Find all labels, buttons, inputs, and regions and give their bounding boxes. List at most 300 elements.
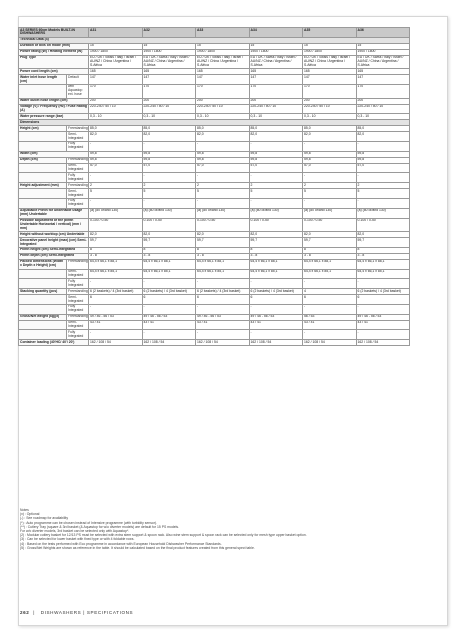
table-cell: 59,7 bbox=[356, 238, 410, 248]
row-sublabel: Fully Integrated bbox=[67, 198, 89, 208]
row-sublabel: Freestanding bbox=[68, 288, 88, 293]
table-cell: 82,0 bbox=[303, 232, 357, 238]
table-cell: 15 bbox=[196, 43, 250, 49]
table-cell: 220-240 / 50 / 10 bbox=[303, 104, 357, 114]
table-cell: 162 / 108 / 54 bbox=[142, 340, 196, 346]
table-cell: 82,0 bbox=[249, 232, 303, 238]
table-cell: 3 - 8 bbox=[303, 253, 357, 259]
table-cell: 59,7 bbox=[249, 238, 303, 248]
table-cell: - bbox=[142, 330, 196, 340]
table-cell: 4 bbox=[303, 289, 357, 295]
table-cell: 43 / 41 bbox=[249, 320, 303, 330]
table-cell: 82,0 bbox=[303, 132, 357, 142]
table-cell: 85,0 bbox=[142, 126, 196, 132]
table-cell: 165 bbox=[196, 69, 250, 75]
table-cell: 82,0 bbox=[142, 132, 196, 142]
table-cell: 0,3 - 10 bbox=[249, 114, 303, 120]
table-cell: 43 / 41 bbox=[303, 320, 357, 330]
table-cell: 8 bbox=[356, 247, 410, 253]
table-cell: 0-100 / 0-50 bbox=[303, 218, 357, 232]
table-cell: 64,4 x 66,1 x 88,1 bbox=[249, 259, 303, 269]
table-cell: 2 bbox=[196, 183, 250, 189]
table-cell: 0,3 - 10 bbox=[356, 114, 410, 120]
table-cell: 57,0 bbox=[196, 163, 250, 173]
note-line: (x) : Optional bbox=[20, 512, 40, 517]
table-cell: - bbox=[196, 141, 250, 151]
table-cell: EU / UK / Swiss / Italy / Israel / AU/NZ / China / Argentina / S.Africa bbox=[89, 55, 143, 69]
row-label: Container loading (40'HC/ 40'/ 20') bbox=[19, 340, 89, 346]
table-cell: EU / UK / Swiss / Italy / Israel / AU/NZ / China / Argentina / S.Africa bbox=[303, 55, 357, 69]
col-header: A35 bbox=[303, 28, 357, 38]
table-cell: 0,3 - 10 bbox=[303, 114, 357, 120]
table-cell: 147 bbox=[303, 75, 357, 85]
table-cell: 59,8 bbox=[356, 157, 410, 163]
table-cell: - bbox=[196, 330, 250, 340]
table-cell: 15 bbox=[356, 43, 410, 49]
table-cell: - bbox=[249, 198, 303, 208]
row-label: Height (cm) bbox=[19, 126, 67, 132]
table-cell: - bbox=[89, 330, 143, 340]
table-cell: 8 bbox=[249, 247, 303, 253]
table-row bbox=[19, 340, 410, 346]
table-cell: 82,0 bbox=[356, 232, 410, 238]
table-cell: - bbox=[303, 304, 357, 314]
table-cell: 59,8 bbox=[196, 157, 250, 163]
table-cell: - bbox=[142, 141, 196, 151]
table-cell: 57,0 bbox=[356, 163, 410, 173]
table-cell: 3 - 8 bbox=[196, 253, 250, 259]
table-title: A3 SERIES 60cm Models BUILT-IN DISHWASHERS bbox=[19, 28, 89, 38]
table-cell: 59,8 bbox=[303, 157, 357, 163]
row-sublabel: Fully Integrated bbox=[67, 141, 89, 151]
table-row bbox=[19, 132, 410, 142]
table-cell: 85,0 bbox=[356, 126, 410, 132]
footer-section: DISHWASHERS | SPECIFICATIONS bbox=[40, 610, 134, 615]
table-cell: 147 bbox=[356, 75, 410, 85]
table-cell: 147 bbox=[89, 75, 143, 85]
row-label: Duration of bills on mode (min) bbox=[19, 43, 89, 49]
table-cell: 15 bbox=[303, 43, 357, 49]
row-label: Water pressure range (bar) bbox=[19, 114, 89, 120]
table-cell: 165 bbox=[303, 69, 357, 75]
row-label bbox=[19, 132, 67, 142]
row-label bbox=[19, 141, 67, 151]
table-cell: 49 / 46 - 56 / 53 bbox=[142, 314, 196, 320]
row-label: Height adjustment (mm) bbox=[19, 183, 67, 189]
table-cell: EU / UK / Swiss / Italy / Israel / AU/NZ / China / Argentina / S.Africa bbox=[356, 55, 410, 69]
table-cell: 6 (2 baskets) / 4 (3rd basket) bbox=[249, 289, 303, 295]
row-sublabel: Semi-Integrated bbox=[67, 189, 89, 199]
table-cell: 3 - 8 bbox=[356, 253, 410, 259]
row-sublabel: Freestanding bbox=[68, 182, 88, 187]
note-line: (2) : Modular cutlery basket for 12/13 PS must be selected with extra stem support & spoon rack. Also wine stem support & spoon rack can be selected only for mesh type upper basket option. bbox=[20, 533, 307, 538]
table-cell: (a) (80 or/and 130) bbox=[356, 208, 410, 218]
table-cell: 43 / 41 bbox=[356, 320, 410, 330]
table-cell: 64,4 x 66,1 x 85,1 bbox=[89, 269, 143, 279]
table-cell: 2 bbox=[89, 183, 143, 189]
section-label: Dimensions bbox=[19, 120, 410, 126]
table-row bbox=[19, 84, 410, 98]
table-cell: (a) (80 or/and 130) bbox=[303, 208, 357, 218]
table-cell: 1900 / 1800 bbox=[142, 49, 196, 55]
table-cell: 64,4 x 66,1 x 88,1 bbox=[356, 259, 410, 269]
table-cell: 59,8 bbox=[89, 151, 143, 157]
table-cell: 6 (2 baskets) / 4 (3rd basket) bbox=[142, 289, 196, 295]
table-row bbox=[19, 218, 410, 232]
row-label: Depth (cm) bbox=[19, 157, 67, 163]
table-cell: 64,4 x 66,1 x 85,1 bbox=[303, 269, 357, 279]
table-cell: 82,0 bbox=[196, 232, 250, 238]
table-cell: 49 / 46 - 56 / 53 bbox=[249, 314, 303, 320]
table-row bbox=[19, 163, 410, 173]
table-cell: 170 bbox=[142, 84, 196, 98]
table-cell: - bbox=[89, 173, 143, 183]
table-cell: (a) (80 or/and 130) bbox=[89, 208, 143, 218]
table-cell: 2 bbox=[356, 183, 410, 189]
table-cell: 57,0 bbox=[142, 163, 196, 173]
table-cell: 64,4 x 66,1 x 88,1 bbox=[142, 259, 196, 269]
table-cell: 162 / 108 / 54 bbox=[249, 340, 303, 346]
table-cell: - bbox=[89, 304, 143, 314]
table-cell: 3 - 8 bbox=[142, 253, 196, 259]
table-cell: 0-100 / 0-50 bbox=[89, 218, 143, 232]
table-cell: (a) (80 or/and 130) bbox=[196, 208, 250, 218]
table-cell: - bbox=[303, 198, 357, 208]
table-cell: 59,7 bbox=[196, 238, 250, 248]
table-cell: 1900 / 1800 bbox=[89, 49, 143, 55]
table-cell: 165 bbox=[142, 69, 196, 75]
row-label: Plinth height (cm) Semi-Integrated bbox=[19, 247, 89, 253]
table-cell: 1900 / 1800 bbox=[249, 49, 303, 55]
table-cell: 49 / 46 - 56 / 53 bbox=[356, 314, 410, 320]
row-label: Possible adjustment of the plinth Undertable Horizontal / vertical) (mm / mm) bbox=[19, 218, 89, 232]
table-cell: 6 bbox=[196, 295, 250, 305]
note-line: For w/o diverter models, 3rd basket can be selected only with Aquastop*. bbox=[20, 529, 130, 534]
row-label: Plug Type bbox=[19, 55, 89, 69]
table-cell: 15 bbox=[249, 43, 303, 49]
table-cell: 64,4 x 66,1 x 88,1 bbox=[89, 259, 143, 269]
table-row bbox=[19, 279, 410, 289]
table-row bbox=[19, 189, 410, 199]
table-cell: 59,8 bbox=[303, 151, 357, 157]
row-label: Water inlet hose length (cm) bbox=[19, 75, 67, 85]
table-cell: 5 bbox=[142, 189, 196, 199]
table-cell: 200 bbox=[89, 98, 143, 104]
table-cell: 170 bbox=[356, 84, 410, 98]
page-footer: 262 | DISHWASHERS | SPECIFICATIONS bbox=[20, 610, 134, 615]
table-cell: - bbox=[249, 141, 303, 151]
table-cell: - bbox=[196, 279, 250, 289]
table-cell: - bbox=[303, 141, 357, 151]
note-line: (5) : Gross/Net Weights are shown as reference in the table. It should be calculated based on the final product features created from this general spect table. bbox=[20, 545, 255, 550]
row-label bbox=[19, 189, 67, 199]
table-cell: 5 bbox=[196, 189, 250, 199]
row-label bbox=[19, 173, 67, 183]
row-label bbox=[19, 279, 67, 289]
table-cell: 59,8 bbox=[142, 157, 196, 163]
table-cell: 82,0 bbox=[89, 132, 143, 142]
table-cell: 162 / 108 / 54 bbox=[303, 340, 357, 346]
row-label: Power cord length (cm) bbox=[19, 69, 89, 75]
table-cell: 1900 / 1800 bbox=[303, 49, 357, 55]
table-cell: - bbox=[89, 198, 143, 208]
table-cell: 6 (2 baskets) / 4 (3rd basket) bbox=[89, 289, 143, 295]
row-label bbox=[19, 330, 67, 340]
table-cell: - bbox=[249, 330, 303, 340]
table-row bbox=[19, 269, 410, 279]
table-cell: - bbox=[356, 141, 410, 151]
row-label: Plinth depth (cm) Semi-Integrated bbox=[19, 253, 89, 259]
table-cell: 82,0 bbox=[89, 232, 143, 238]
table-row bbox=[19, 104, 410, 114]
notes-title: Notes bbox=[20, 508, 29, 512]
table-cell: 6 bbox=[303, 295, 357, 305]
table-cell: (a) (80 or/and 130) bbox=[249, 208, 303, 218]
col-header: A33 bbox=[196, 28, 250, 38]
table-cell: - bbox=[303, 173, 357, 183]
table-cell: EU / UK / Swiss / Italy / Israel / AU/NZ / China / Argentina / S.Africa bbox=[142, 55, 196, 69]
table-cell: 43 / 41 bbox=[196, 320, 250, 330]
table-cell: 220-240 / 50 / 10 bbox=[142, 104, 196, 114]
table-cell: 220-240 / 50 / 10 bbox=[356, 104, 410, 114]
row-label: Voltage (V) / Frequency (Hz) / Fuse Rating (A) bbox=[20, 104, 88, 112]
table-cell: 57,0 bbox=[89, 163, 143, 173]
table-cell: 64,4 x 66,1 x 85,1 bbox=[142, 269, 196, 279]
table-row bbox=[19, 330, 410, 340]
table-cell: 59,8 bbox=[249, 157, 303, 163]
row-label: Width (cm) bbox=[19, 151, 89, 157]
table-cell: 64,4 x 66,1 x 85,1 bbox=[196, 269, 250, 279]
table-cell: 6 (2 baskets) / 4 (3rd basket) bbox=[356, 289, 410, 295]
table-cell: 64,4 x 66,1 x 85,1 bbox=[356, 269, 410, 279]
table-cell: 147 bbox=[142, 75, 196, 85]
table-body bbox=[19, 37, 410, 345]
table-cell: 0,3 - 10 bbox=[89, 114, 143, 120]
section-label: Technical Data (4) bbox=[19, 37, 410, 43]
row-label: Adjustable Plinth for undertable usage (mm) Undertable bbox=[19, 208, 89, 218]
table-cell: 0-100 / 0-50 bbox=[356, 218, 410, 232]
table-cell: 200 bbox=[356, 98, 410, 104]
table-cell: 200 bbox=[303, 98, 357, 104]
table-cell: 220-240 / 50 / 10 bbox=[89, 104, 143, 114]
table-cell: 165 bbox=[356, 69, 410, 75]
table-cell: 220-240 / 50 / 10 bbox=[249, 104, 303, 114]
row-label: Height without worktop (cm) Undertable bbox=[19, 232, 89, 238]
table-cell: 85,0 bbox=[89, 126, 143, 132]
col-header: A36 bbox=[356, 28, 410, 38]
row-label bbox=[19, 304, 67, 314]
table-cell: 59,7 bbox=[303, 238, 357, 248]
row-label: Decorative panel height (max) (cm) Semi-Integrated bbox=[20, 237, 87, 246]
table-cell: 170 bbox=[89, 84, 143, 98]
table-cell: 5 bbox=[356, 189, 410, 199]
table-cell: - bbox=[196, 198, 250, 208]
row-sublabel: Semi-Integrated bbox=[67, 269, 89, 279]
row-sublabel: Freestanding bbox=[68, 314, 88, 319]
row-sublabel: Semi-Integrated bbox=[67, 295, 89, 305]
table-cell: - bbox=[356, 304, 410, 314]
table-cell: - bbox=[356, 173, 410, 183]
table-cell: 0-100 / 0-50 bbox=[249, 218, 303, 232]
table-cell: - bbox=[196, 304, 250, 314]
row-label: Water outlet hose length (cm) bbox=[19, 98, 89, 104]
table-cell: 200 bbox=[196, 98, 250, 104]
row-sublabel: Fully Integrated bbox=[67, 330, 89, 340]
table-row bbox=[19, 304, 410, 314]
col-header: A31 bbox=[89, 28, 143, 38]
table-cell: EU / UK / Swiss / Italy / Israel / AU/NZ / China / Argentina / S.Africa bbox=[196, 55, 250, 69]
table-cell: - bbox=[249, 279, 303, 289]
table-cell: 6 bbox=[356, 295, 410, 305]
row-sublabel: Fully Integrated bbox=[67, 173, 89, 183]
table-cell: 6 bbox=[249, 295, 303, 305]
page-number: 262 bbox=[20, 610, 30, 615]
table-cell: 64,4 x 66,1 x 85,1 bbox=[249, 269, 303, 279]
table-cell: 82,0 bbox=[142, 232, 196, 238]
col-header: A34 bbox=[249, 28, 303, 38]
table-row bbox=[19, 141, 410, 151]
table-cell: 59,7 bbox=[89, 238, 143, 248]
table-cell: 8 bbox=[89, 247, 143, 253]
table-cell: - bbox=[89, 279, 143, 289]
table-cell: 15 bbox=[89, 43, 143, 49]
table-cell: 85,0 bbox=[249, 126, 303, 132]
table-cell: 3 - 8 bbox=[89, 253, 143, 259]
table-cell: - bbox=[249, 304, 303, 314]
table-cell: 0,3 - 10 bbox=[196, 114, 250, 120]
table-cell: 0-100 / 0-50 bbox=[196, 218, 250, 232]
table-cell: 2 bbox=[303, 183, 357, 189]
table-header-row bbox=[19, 28, 410, 38]
table-cell: 2 bbox=[142, 183, 196, 189]
table-row bbox=[19, 295, 410, 305]
row-label bbox=[19, 84, 67, 98]
table-cell: 1900 / 1800 bbox=[356, 49, 410, 55]
table-cell: 85,0 bbox=[303, 126, 357, 132]
table-cell: 82,0 bbox=[249, 132, 303, 142]
table-row bbox=[19, 320, 410, 330]
table-cell: 59,8 bbox=[196, 151, 250, 157]
table-row bbox=[19, 208, 410, 218]
table-cell: 56 / 53 bbox=[303, 314, 357, 320]
table-cell: 64,4 x 66,1 x 88,1 bbox=[303, 259, 357, 269]
row-label: Stacking quantity (pcs) bbox=[19, 289, 67, 295]
table-row bbox=[19, 75, 410, 85]
table-cell: 82,0 bbox=[356, 132, 410, 142]
table-row bbox=[19, 55, 410, 69]
table-cell: 64,4 x 66,1 x 88,1 bbox=[196, 259, 250, 269]
row-sublabel: with Aquastop ext. hose bbox=[67, 84, 89, 98]
note-line: (*) : Auto programme can be chosen instead of Intensive programme (with turbidity sensor). bbox=[20, 520, 158, 525]
row-sublabel: Semi-Integrated bbox=[67, 320, 89, 330]
table-cell: 8 bbox=[196, 247, 250, 253]
row-label bbox=[19, 295, 67, 305]
table-cell: - bbox=[196, 173, 250, 183]
table-cell: 15 bbox=[142, 43, 196, 49]
row-sublabel: Fully Integrated bbox=[67, 279, 89, 289]
table-cell: 6 (2 baskets) / 4 (3rd basket) bbox=[196, 289, 250, 295]
table-cell: 162 / 108 / 54 bbox=[89, 340, 143, 346]
row-sublabel: Freestanding bbox=[67, 259, 89, 269]
table-row bbox=[19, 198, 410, 208]
table-cell: - bbox=[142, 173, 196, 183]
table-cell: 2 bbox=[249, 183, 303, 189]
table-cell: - bbox=[89, 141, 143, 151]
table-cell: 6 bbox=[89, 295, 143, 305]
table-cell: 0,3 - 10 bbox=[142, 114, 196, 120]
table-cell: 0-100 / 0-50 bbox=[142, 218, 196, 232]
note-line: (3) : Can be selected for lower basket with fixed type or with 4 foldable rows. bbox=[20, 537, 135, 542]
table-cell: 200 bbox=[249, 98, 303, 104]
table-row bbox=[19, 259, 410, 269]
note-line: (4) : Based on the tests performed with Eco programme in accordance with European Household Dishwasher Performance Standards. bbox=[20, 541, 222, 546]
table-cell: 43 / 41 bbox=[142, 320, 196, 330]
table-cell: 59,8 bbox=[249, 151, 303, 157]
table-cell: 6 bbox=[142, 295, 196, 305]
table-cell: 165 bbox=[249, 69, 303, 75]
note-line: (**) : Cutlery Tray (square & 3rd basket (& Aquastop for w/o diverter models) are default for 15 PS models. bbox=[20, 524, 180, 529]
table-cell: 162 / 108 / 54 bbox=[196, 340, 250, 346]
row-label bbox=[19, 198, 67, 208]
table-cell: 82,0 bbox=[196, 132, 250, 142]
row-label bbox=[19, 163, 67, 173]
table-cell: EU / UK / Swiss / Italy / Israel / AU/NZ / China / Argentina / S.Africa bbox=[249, 55, 303, 69]
table-cell: 85,0 bbox=[196, 126, 250, 132]
table-cell: 147 bbox=[249, 75, 303, 85]
row-sublabel: Semi-Integrated bbox=[67, 163, 89, 173]
row-label bbox=[19, 320, 67, 330]
row-label bbox=[19, 269, 67, 279]
table-row bbox=[19, 173, 410, 183]
table-cell: 147 bbox=[196, 75, 250, 85]
col-header: A32 bbox=[142, 28, 196, 38]
table-cell: 5 bbox=[249, 189, 303, 199]
table-cell: 200 bbox=[142, 98, 196, 104]
row-label: Packed dimensions (Width x Depth x Height) (cm) bbox=[19, 259, 67, 269]
table-cell: 57,0 bbox=[249, 163, 303, 173]
table-cell: 5 bbox=[89, 189, 143, 199]
table-cell: - bbox=[303, 330, 357, 340]
table-cell: 43 / 41 bbox=[89, 320, 143, 330]
row-label: Gross/Net weight (kg)(5) bbox=[19, 314, 67, 320]
table-cell: - bbox=[249, 173, 303, 183]
spec-table bbox=[18, 27, 410, 346]
table-cell: 8 bbox=[303, 247, 357, 253]
table-cell: 59,8 bbox=[142, 151, 196, 157]
table-cell: 59,8 bbox=[356, 151, 410, 157]
table-cell: 165 bbox=[89, 69, 143, 75]
table-cell: 59,8 bbox=[89, 157, 143, 163]
table-cell: - bbox=[142, 198, 196, 208]
table-cell: - bbox=[356, 279, 410, 289]
row-sublabel: Semi-Integrated bbox=[67, 132, 89, 142]
table-cell: (a) (80 or/and 130) bbox=[142, 208, 196, 218]
note-line: (-) : See roadmap for availability bbox=[20, 516, 69, 521]
row-sublabel: Freestanding bbox=[68, 125, 88, 130]
table-cell: 170 bbox=[303, 84, 357, 98]
row-sublabel: Fully Integrated bbox=[67, 304, 89, 314]
table-cell: 5 bbox=[303, 189, 357, 199]
table-cell: 3 - 8 bbox=[249, 253, 303, 259]
table-cell: 59,7 bbox=[142, 238, 196, 248]
table-cell: 162 / 108 / 54 bbox=[356, 340, 410, 346]
table-cell: 57,0 bbox=[303, 163, 357, 173]
table-row bbox=[19, 238, 410, 248]
row-sublabel: Default bbox=[67, 75, 89, 85]
notes-block bbox=[20, 508, 400, 550]
table-cell: - bbox=[142, 279, 196, 289]
row-sublabel: Freestanding bbox=[68, 157, 88, 162]
